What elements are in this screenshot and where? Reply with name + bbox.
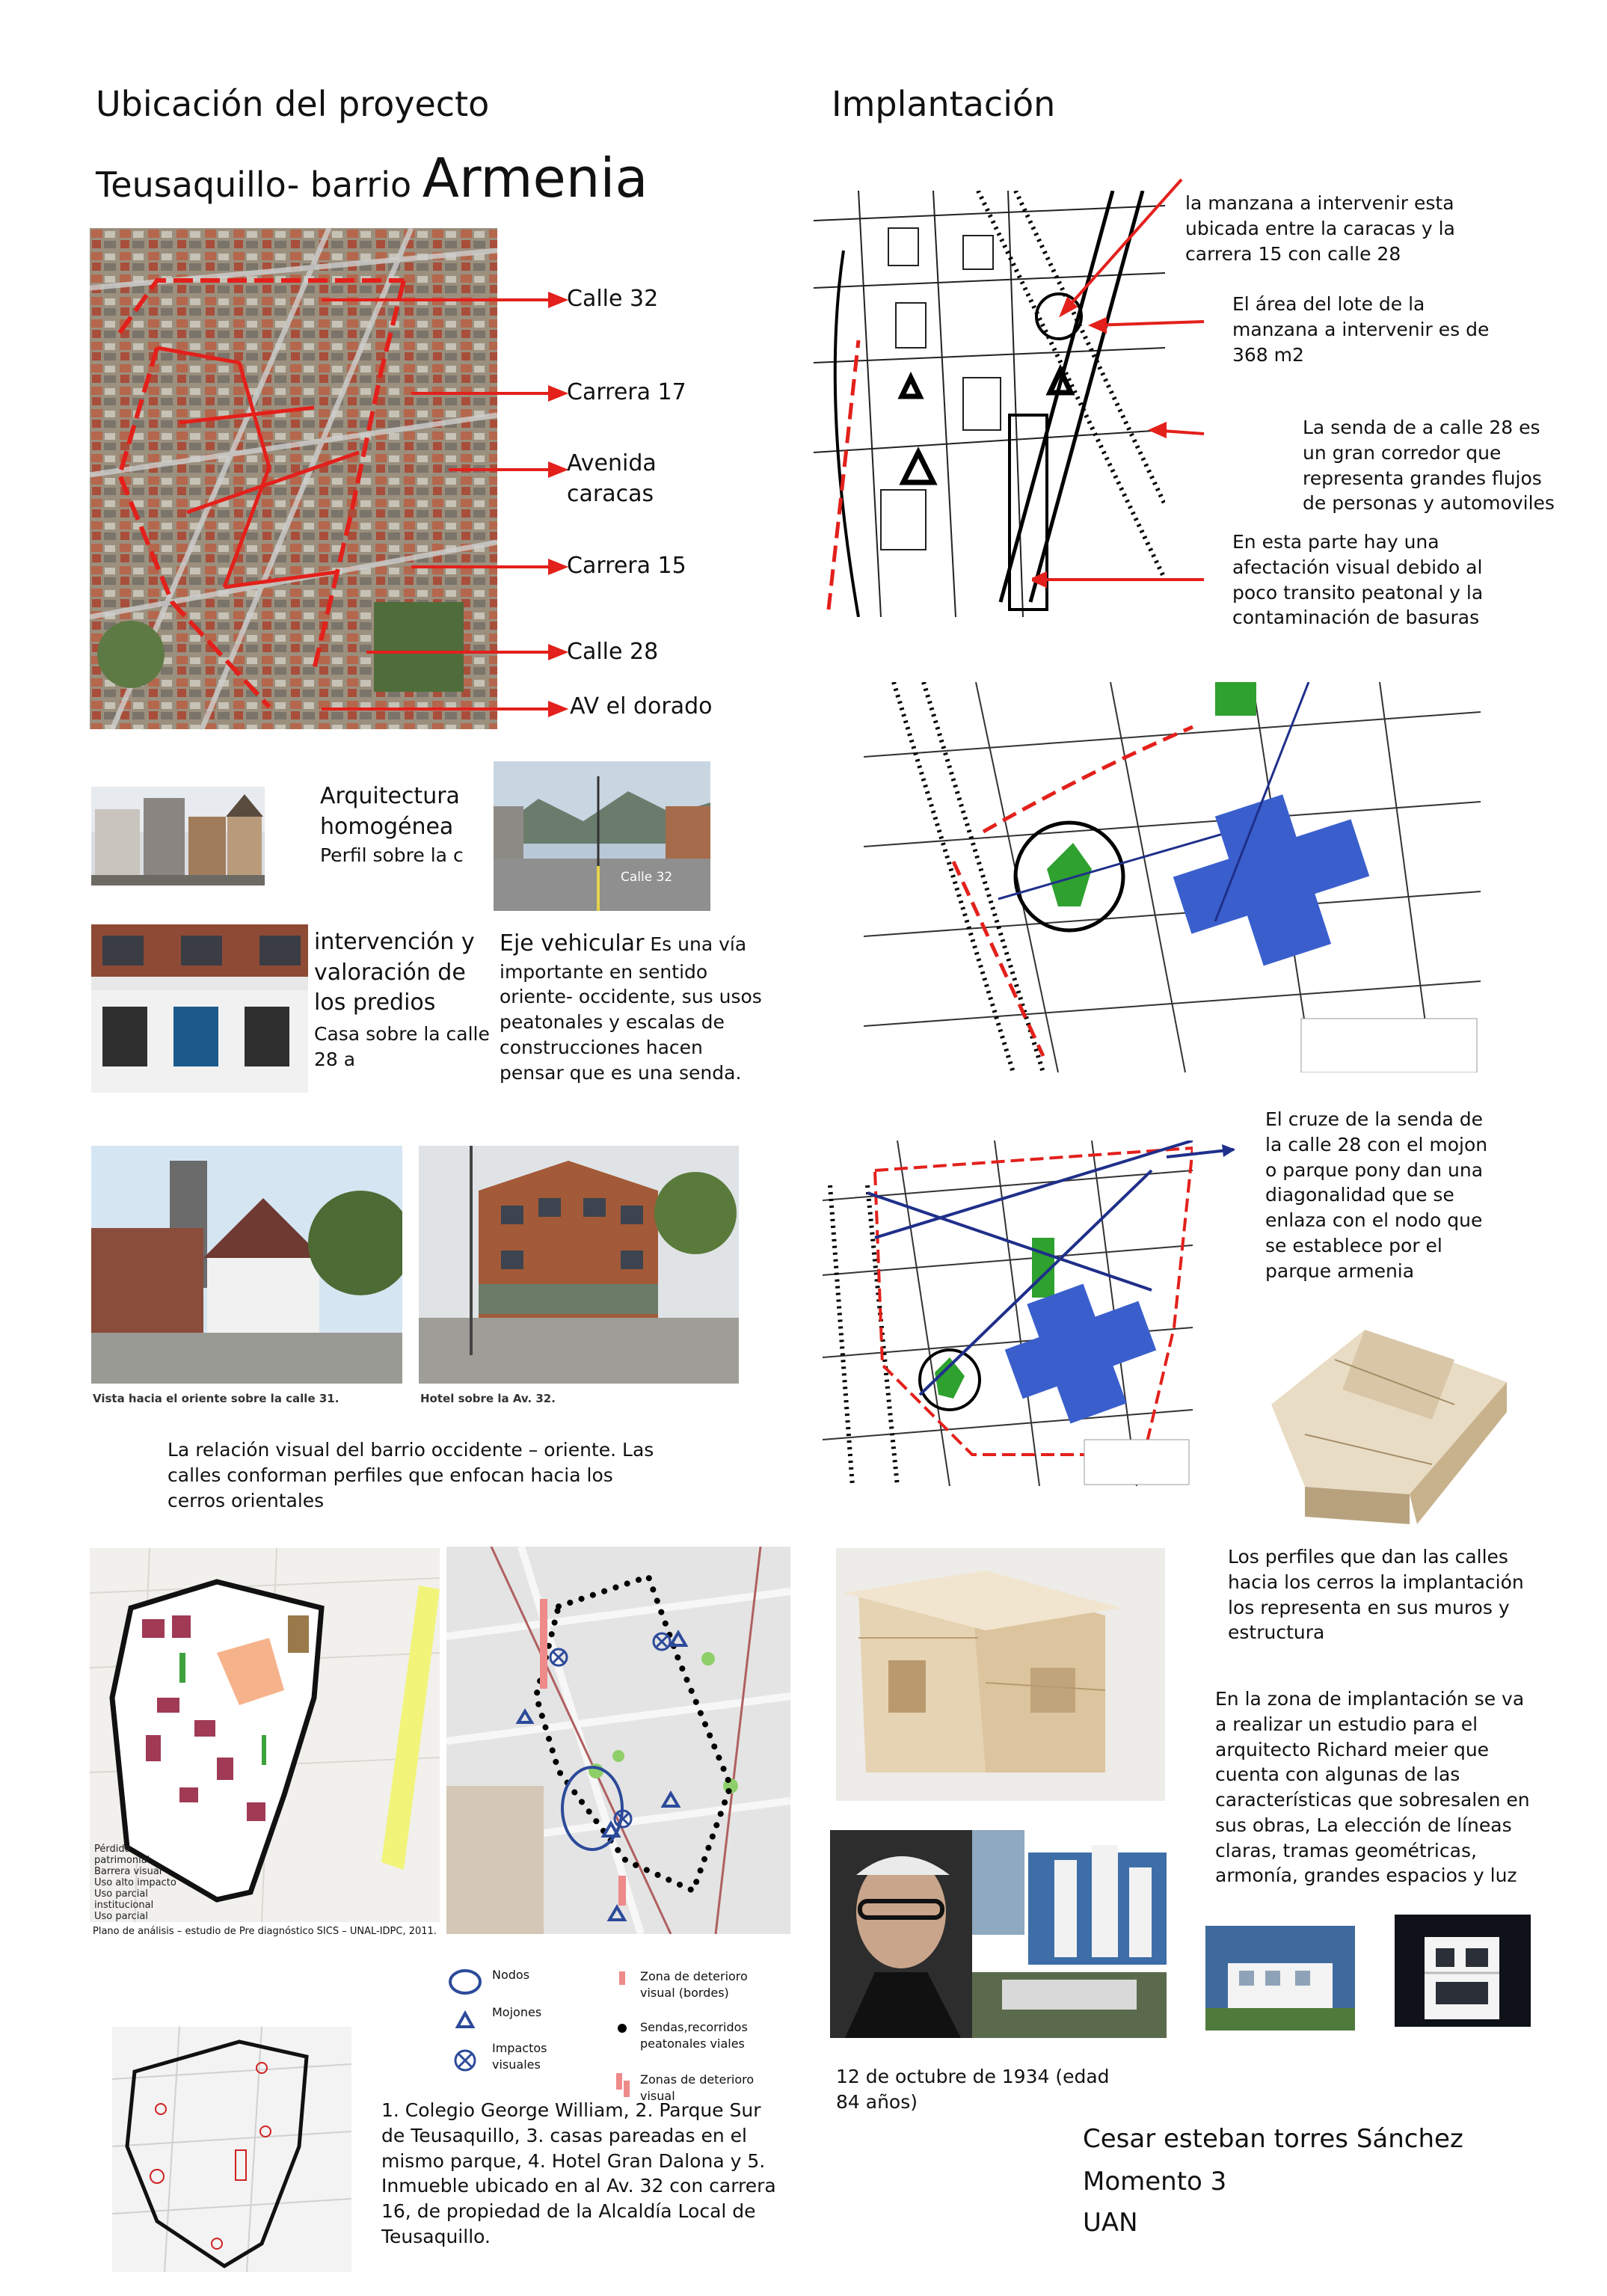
triangle-landmark-icon <box>458 2013 473 2027</box>
impl-note-2: El área del lote de la manzana a intervenir es de 368 m2 <box>1232 293 1490 366</box>
birth-text: 12 de octubre de 1934 (edad 84 años) <box>836 2066 1110 2113</box>
left-title-line2 <box>96 142 648 215</box>
implantation-plan-2 <box>864 682 1481 1072</box>
photo-caption-calle31: Vista hacia el oriente sobre la calle 31. <box>93 1392 339 1405</box>
photo-calle31 <box>91 1146 402 1384</box>
analysis-caption: Plano de análisis – estudio de Pre diagnóstico SICS – UNAL-IDPC, 2011. <box>93 1926 437 1937</box>
perfiles-text: Los perfiles que dan las calles hacia los cerros la implantación los representa en sus muros y estructura <box>1228 1546 1524 1644</box>
landmarks-map <box>112 2027 351 2272</box>
right-title: Implantación <box>832 84 1056 124</box>
legend-comercio: Uso parcial <box>94 1911 148 1922</box>
landmarks-text: 1. Colegio George William, 2. Parque Sur de Teusaquillo, 3. casas pareadas en el mismo parque, 4. Hotel Gran Dalona y 5. Inmueble ubicado en al Av. 32 con carrera 16, de propiedad de la Alcaldía Local de Teusaquillo. <box>381 2099 776 2247</box>
impl-note-1: la manzana a intervenir esta ubicada entre la caracas y la carrera 15 con calle 28 <box>1185 192 1455 265</box>
meier-text: En la zona de implantación se va a realizar un estudio para el arquitecto Richard meier que cuenta con algunas de las características que sobresalen en sus obras, La elección de líneas claras, tramas geométricas, armonía, grandes espacios y luz <box>1215 1688 1530 1887</box>
analysis-map <box>90 1548 440 1922</box>
legend-institucional: Uso parcial institucional <box>94 1888 154 1911</box>
cruce-text: El cruze de la senda de la calle 28 con el mojon o parque pony dan una diagonalidad que se enlaza con el nodo que se establece por el parque armenia <box>1265 1108 1488 1282</box>
street-photo-label: Calle 32 <box>621 870 673 885</box>
aerial-label-carrera17: Carrera 17 <box>567 379 686 405</box>
author-inst: UAN <box>1083 2208 1138 2238</box>
street-photo-calle32 <box>494 761 710 911</box>
aerial-arrows <box>322 284 568 733</box>
legend2-impactos: Impactos visuales <box>492 2041 547 2072</box>
arch-homog-sub: Perfil sobre la c <box>320 844 464 866</box>
legend2-zonas-det: Zonas de deterioro visual <box>640 2072 755 2103</box>
left-title-line1: Ubicación del proyecto <box>96 84 490 124</box>
aerial-label-calle32: Calle 32 <box>567 286 659 312</box>
implantation-plan-3 <box>823 1141 1193 1486</box>
photo-caption-hotel: Hotel sobre la Av. 32. <box>420 1392 556 1405</box>
eje-block <box>500 929 769 1085</box>
eje-body: Es una vía importante en sentido oriente- occidente, sus usos peatonales y escalas de construcciones hacen pensar que es una senda. <box>500 933 762 1084</box>
aerial-label-carrera15: Carrera 15 <box>567 553 686 579</box>
left-title-big: Armenia <box>422 147 648 209</box>
legend-alto-impacto: Uso alto impacto <box>94 1877 176 1888</box>
meier-building-photo-2 <box>1395 1915 1531 2027</box>
left-title-prefix: Teusaquillo- barrio <box>96 165 412 205</box>
legend2-sendas: Sendas,recorridos peatonales viales <box>640 2020 748 2051</box>
legend-barrera: Barrera visual <box>94 1866 162 1877</box>
crossed-circle-icon <box>455 2051 475 2070</box>
legend2-mojones: Mojones <box>492 2005 542 2019</box>
impl-note-3: La senda de a calle 28 es un gran corredor que representa grandes flujos de personas y automoviles <box>1303 417 1555 515</box>
homog-architecture-photo <box>91 787 265 885</box>
legend2-icons-right <box>612 1968 634 2111</box>
legend2-zona-bordes: Zona de deterioro visual (bordes) <box>640 1969 748 2000</box>
intervencion-sub: Casa sobre la calle 28 a <box>314 1023 490 1070</box>
aerial-label-caracas: Avenida caracas <box>567 450 657 507</box>
circle-node-icon <box>450 1971 480 1993</box>
aerial-label-dorado: AV el dorado <box>570 693 713 719</box>
photo-hotel-av32 <box>419 1146 739 1384</box>
author-name: Cesar esteban torres Sánchez <box>1083 2124 1463 2154</box>
meier-building-photo-1 <box>1205 1926 1355 2031</box>
author-momento: Momento 3 <box>1083 2167 1227 2197</box>
intervencion-title: intervención y valoración de los predios <box>314 929 475 1016</box>
aerial-label-calle28: Calle 28 <box>567 639 659 665</box>
meier-portrait-collage <box>830 1830 1167 2038</box>
legend2-nodos: Nodos <box>492 1968 530 1982</box>
intervencion-photo <box>91 924 308 1093</box>
analysis-legend <box>94 1844 176 1922</box>
plan3-arrow <box>1167 1141 1249 1163</box>
legend2-icons <box>443 1967 488 2079</box>
urban-nodes-map <box>446 1547 790 1934</box>
relacion-text: La relación visual del barrio occidente – oriente. Las calles conforman perfiles que enfocan hacia los cerros orientales <box>168 1439 654 1511</box>
model-photo-2 <box>836 1548 1165 1801</box>
model-photo-1 <box>1260 1315 1507 1532</box>
arch-homog-title: Arquitectura homogénea <box>320 783 460 840</box>
eje-title: Eje vehicular <box>500 930 645 957</box>
legend-perdida: Pérdida patrimonial <box>94 1844 150 1866</box>
impl-note-4: En esta parte hay una afectación visual debido al poco transito peatonal y la contaminación de basuras <box>1232 531 1484 629</box>
